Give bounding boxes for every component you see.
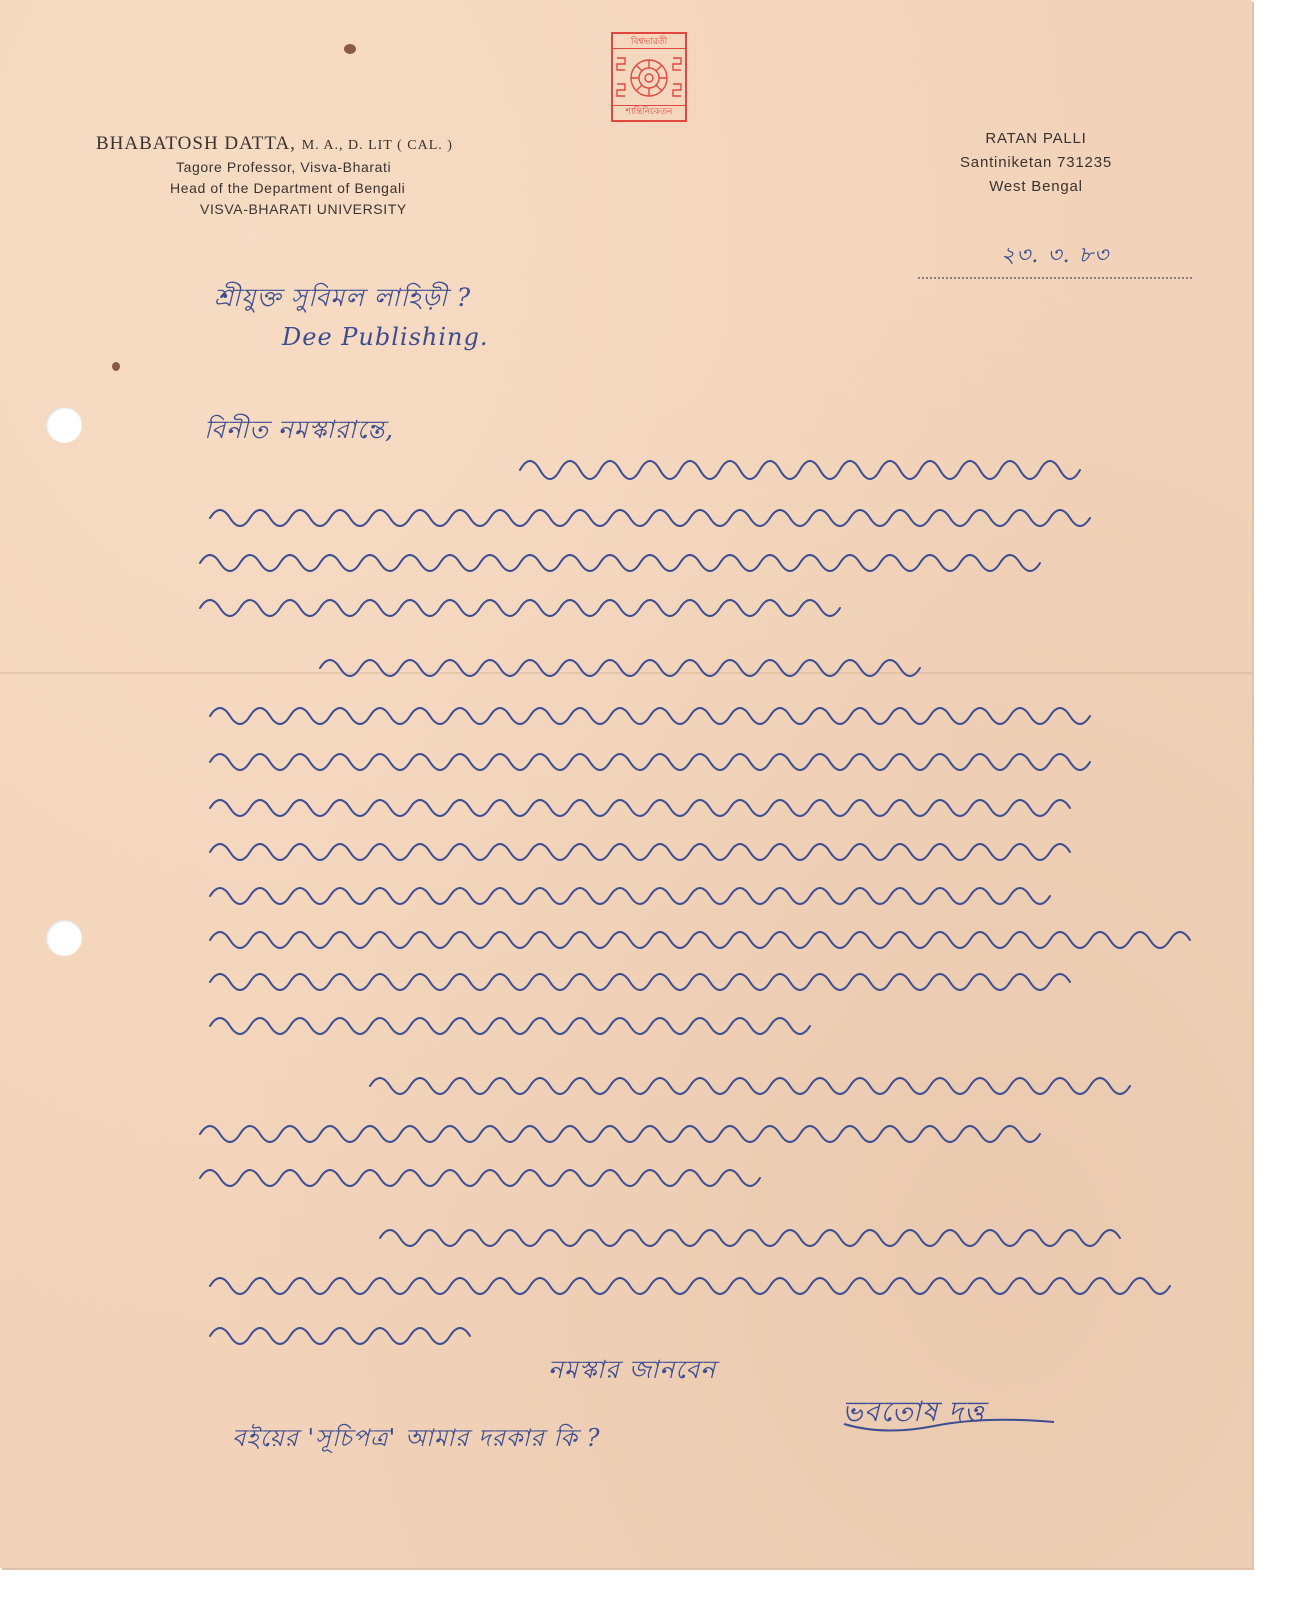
seal-bottom-text: শান্তিনিকেতন	[613, 105, 685, 118]
closing: নমস্কার জানবেন	[548, 1355, 717, 1384]
author-university: VISVA-BHARATI UNIVERSITY	[200, 201, 407, 217]
recipient-name: শ্রীযুক্ত সুবিমল লাহিড়ী ?	[214, 283, 472, 312]
handwritten-body	[180, 440, 1240, 1360]
ink-stain	[112, 362, 120, 371]
signature: ভবতোষ দত্ত	[842, 1395, 985, 1428]
visva-bharati-seal	[611, 32, 687, 122]
author-department: Head of the Department of Bengali	[170, 180, 406, 196]
signature-flourish	[840, 1410, 1060, 1440]
letterhead-left	[96, 133, 453, 220]
ink-stain	[344, 44, 356, 54]
address-line-3: West Bengal	[989, 178, 1083, 195]
seal-emblem-icon	[613, 50, 685, 106]
punch-hole-bottom	[46, 920, 82, 956]
letterhead-address	[936, 127, 1136, 199]
punch-hole-top	[46, 407, 82, 443]
salutation: বিনীত নমস্কারান্তে,	[204, 415, 395, 444]
recipient-org: Dee Publishing.	[282, 323, 489, 351]
address-line-2: Santiniketan 731235	[960, 154, 1112, 171]
address-line-1: RATAN PALLI	[985, 130, 1087, 147]
author-degrees: M. A., D. LIT ( CAL. )	[301, 138, 453, 153]
letter-date-field	[918, 238, 1192, 279]
seal-top-text: বিশ্বভারতী	[613, 36, 685, 49]
letter-date: ২৩. ৩. ৮৩	[1000, 243, 1110, 268]
postscript: বইয়ের 'সূচিপত্র' আমার দরকার কি ?	[232, 1424, 601, 1452]
author-title: Tagore Professor, Visva-Bharati	[176, 159, 392, 175]
author-name: BHABATOSH DATTA,	[96, 133, 296, 154]
